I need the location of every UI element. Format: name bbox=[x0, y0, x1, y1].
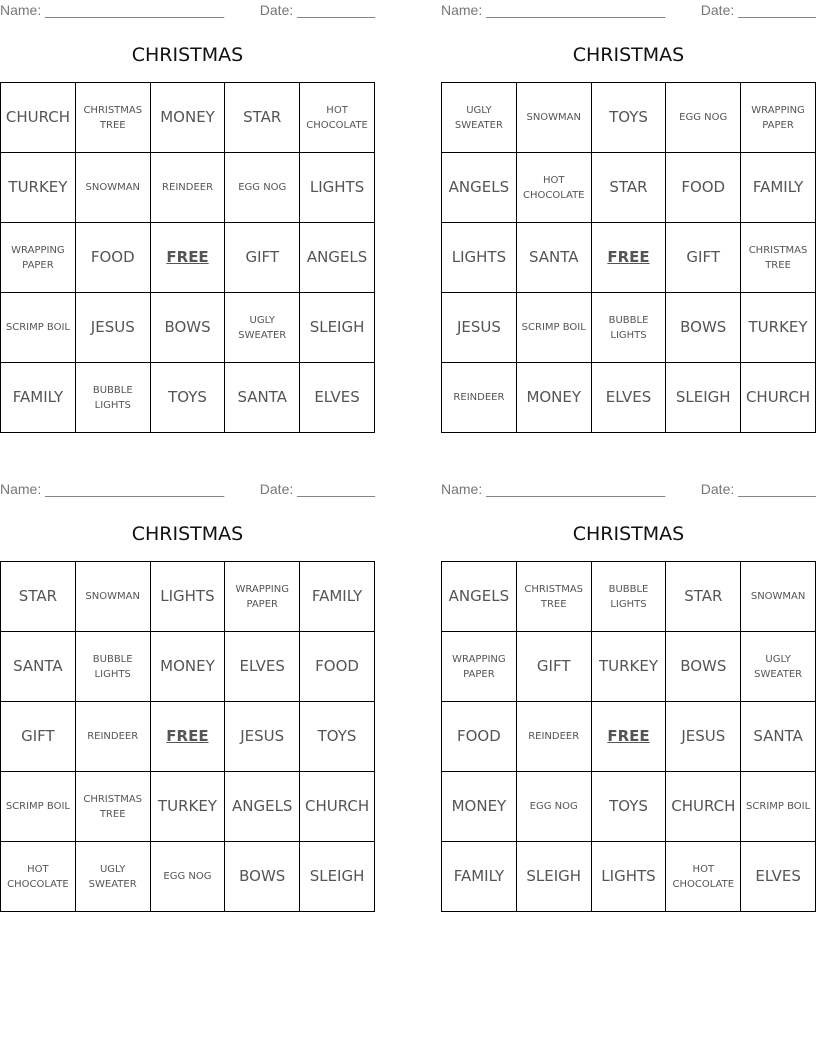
bingo-cell: UGLY SWEATER bbox=[741, 632, 816, 702]
bingo-cell: HOT CHOCOLATE bbox=[1, 842, 76, 912]
free-space-cell: FREE bbox=[150, 702, 225, 772]
bingo-grid bbox=[0, 561, 375, 912]
grid-row bbox=[1, 772, 375, 842]
bingo-cell: FOOD bbox=[666, 153, 741, 223]
grid-row bbox=[442, 153, 816, 223]
grid-row bbox=[1, 702, 375, 772]
bingo-cell: EGG NOG bbox=[150, 842, 225, 912]
name-date-row bbox=[441, 2, 816, 20]
bingo-grid bbox=[441, 82, 816, 433]
bingo-cell: FAMILY bbox=[1, 363, 76, 433]
bingo-cell: SANTA bbox=[225, 363, 300, 433]
bingo-cell: TOYS bbox=[591, 83, 666, 153]
bingo-cell: CHRISTMAS TREE bbox=[75, 83, 150, 153]
bingo-cell: LIGHTS bbox=[150, 562, 225, 632]
free-space-cell: FREE bbox=[591, 223, 666, 293]
name-field-label: Name: _______________________ bbox=[441, 2, 666, 18]
bingo-cell: SNOWMAN bbox=[75, 562, 150, 632]
bingo-cell: SNOWMAN bbox=[741, 562, 816, 632]
bingo-cell: BOWS bbox=[666, 293, 741, 363]
bingo-cell: STAR bbox=[1, 562, 76, 632]
bingo-cell: MONEY bbox=[442, 772, 517, 842]
grid-row bbox=[1, 153, 375, 223]
bingo-cell: BOWS bbox=[225, 842, 300, 912]
bingo-cell: FOOD bbox=[75, 223, 150, 293]
grid-row bbox=[442, 632, 816, 702]
bingo-cell: CHURCH bbox=[666, 772, 741, 842]
bingo-cell: ELVES bbox=[300, 363, 375, 433]
grid-row bbox=[1, 223, 375, 293]
grid-row bbox=[1, 83, 375, 153]
bingo-cell: SLEIGH bbox=[516, 842, 591, 912]
bingo-cell: SCRIMP BOIL bbox=[516, 293, 591, 363]
bingo-cell: SCRIMP BOIL bbox=[741, 772, 816, 842]
bingo-cell: CHRISTMAS TREE bbox=[516, 562, 591, 632]
bingo-cell: BUBBLE LIGHTS bbox=[591, 293, 666, 363]
bingo-cell: ANGELS bbox=[225, 772, 300, 842]
name-date-row bbox=[441, 481, 816, 499]
bingo-cell: SANTA bbox=[741, 702, 816, 772]
name-field-label: Name: _______________________ bbox=[0, 2, 225, 18]
grid-row bbox=[442, 363, 816, 433]
grid-row bbox=[1, 293, 375, 363]
bingo-cell: WRAPPING PAPER bbox=[442, 632, 517, 702]
grid-row bbox=[1, 562, 375, 632]
date-field-label: Date: __________ bbox=[700, 2, 816, 18]
bingo-cell: HOT CHOCOLATE bbox=[666, 842, 741, 912]
bingo-cell: FAMILY bbox=[741, 153, 816, 223]
name-field-label: Name: _______________________ bbox=[0, 481, 225, 497]
grid-row bbox=[442, 83, 816, 153]
bingo-cell: TOYS bbox=[300, 702, 375, 772]
bingo-cell: EGG NOG bbox=[516, 772, 591, 842]
bingo-cell: FAMILY bbox=[300, 562, 375, 632]
bingo-cell: FAMILY bbox=[442, 842, 517, 912]
bingo-cell: UGLY SWEATER bbox=[225, 293, 300, 363]
bingo-cell: TOYS bbox=[150, 363, 225, 433]
date-field-label: Date: __________ bbox=[259, 481, 375, 497]
bingo-cell: LIGHTS bbox=[442, 223, 517, 293]
bingo-cell: JESUS bbox=[225, 702, 300, 772]
bingo-cell: UGLY SWEATER bbox=[442, 83, 517, 153]
bingo-cell: BUBBLE LIGHTS bbox=[75, 632, 150, 702]
bingo-cell: SLEIGH bbox=[300, 293, 375, 363]
card-title: CHRISTMAS bbox=[572, 523, 685, 545]
bingo-cell: CHRISTMAS TREE bbox=[75, 772, 150, 842]
bingo-cell: GIFT bbox=[225, 223, 300, 293]
bingo-cell: FOOD bbox=[442, 702, 517, 772]
grid-row bbox=[442, 702, 816, 772]
bingo-cell: TURKEY bbox=[741, 293, 816, 363]
bingo-cell: CHURCH bbox=[300, 772, 375, 842]
bingo-cell: SCRIMP BOIL bbox=[1, 772, 76, 842]
bingo-cell: CHURCH bbox=[741, 363, 816, 433]
bingo-cell: REINDEER bbox=[75, 702, 150, 772]
bingo-cell: JESUS bbox=[442, 293, 517, 363]
grid-row bbox=[442, 223, 816, 293]
bingo-cell: BUBBLE LIGHTS bbox=[591, 562, 666, 632]
bingo-cell: CHURCH bbox=[1, 83, 76, 153]
bingo-cell: ELVES bbox=[741, 842, 816, 912]
bingo-cell: SNOWMAN bbox=[516, 83, 591, 153]
free-space-cell: FREE bbox=[591, 702, 666, 772]
bingo-cell: STAR bbox=[225, 83, 300, 153]
bingo-cell: BOWS bbox=[150, 293, 225, 363]
bingo-cell: LIGHTS bbox=[591, 842, 666, 912]
bingo-cell: TURKEY bbox=[591, 632, 666, 702]
free-space-cell: FREE bbox=[150, 223, 225, 293]
card-title: CHRISTMAS bbox=[131, 44, 244, 66]
bingo-cell: SNOWMAN bbox=[75, 153, 150, 223]
bingo-cell: CHRISTMAS TREE bbox=[741, 223, 816, 293]
bingo-cell: LIGHTS bbox=[300, 153, 375, 223]
bingo-grid bbox=[0, 82, 375, 433]
date-field-label: Date: __________ bbox=[259, 2, 375, 18]
bingo-cell: ELVES bbox=[591, 363, 666, 433]
bingo-cell: TOYS bbox=[591, 772, 666, 842]
bingo-grid bbox=[441, 561, 816, 912]
bingo-cell: ANGELS bbox=[442, 562, 517, 632]
bingo-cell: TURKEY bbox=[150, 772, 225, 842]
bingo-cell: REINDEER bbox=[516, 702, 591, 772]
bingo-cell: ANGELS bbox=[300, 223, 375, 293]
bingo-cell: SANTA bbox=[1, 632, 76, 702]
bingo-cell: ANGELS bbox=[442, 153, 517, 223]
bingo-cell: UGLY SWEATER bbox=[75, 842, 150, 912]
bingo-cell: SLEIGH bbox=[300, 842, 375, 912]
bingo-cell: MONEY bbox=[516, 363, 591, 433]
card-title: CHRISTMAS bbox=[572, 44, 685, 66]
bingo-cell: JESUS bbox=[75, 293, 150, 363]
name-date-row bbox=[0, 2, 375, 20]
bingo-cell: MONEY bbox=[150, 83, 225, 153]
bingo-cell: REINDEER bbox=[442, 363, 517, 433]
bingo-cell: WRAPPING PAPER bbox=[1, 223, 76, 293]
bingo-cell: BUBBLE LIGHTS bbox=[75, 363, 150, 433]
grid-row bbox=[442, 842, 816, 912]
name-date-row bbox=[0, 481, 375, 499]
bingo-cell: STAR bbox=[591, 153, 666, 223]
grid-row bbox=[1, 632, 375, 702]
bingo-cell: EGG NOG bbox=[225, 153, 300, 223]
bingo-cell: FOOD bbox=[300, 632, 375, 702]
bingo-cell: MONEY bbox=[150, 632, 225, 702]
bingo-cell: SCRIMP BOIL bbox=[1, 293, 76, 363]
name-field-label: Name: _______________________ bbox=[441, 481, 666, 497]
date-field-label: Date: __________ bbox=[700, 481, 816, 497]
bingo-cell: SANTA bbox=[516, 223, 591, 293]
bingo-cell: BOWS bbox=[666, 632, 741, 702]
grid-row bbox=[442, 562, 816, 632]
bingo-cell: STAR bbox=[666, 562, 741, 632]
bingo-cell: GIFT bbox=[1, 702, 76, 772]
grid-row bbox=[1, 363, 375, 433]
bingo-cell: TURKEY bbox=[1, 153, 76, 223]
bingo-cell: GIFT bbox=[666, 223, 741, 293]
bingo-cell: HOT CHOCOLATE bbox=[516, 153, 591, 223]
bingo-cell: HOT CHOCOLATE bbox=[300, 83, 375, 153]
bingo-cell: ELVES bbox=[225, 632, 300, 702]
bingo-cell: REINDEER bbox=[150, 153, 225, 223]
bingo-cell: GIFT bbox=[516, 632, 591, 702]
grid-row bbox=[1, 842, 375, 912]
grid-row bbox=[442, 293, 816, 363]
bingo-cell: WRAPPING PAPER bbox=[741, 83, 816, 153]
grid-row bbox=[442, 772, 816, 842]
card-title: CHRISTMAS bbox=[131, 523, 244, 545]
bingo-cell: SLEIGH bbox=[666, 363, 741, 433]
bingo-cell: JESUS bbox=[666, 702, 741, 772]
bingo-cell: WRAPPING PAPER bbox=[225, 562, 300, 632]
bingo-cell: EGG NOG bbox=[666, 83, 741, 153]
